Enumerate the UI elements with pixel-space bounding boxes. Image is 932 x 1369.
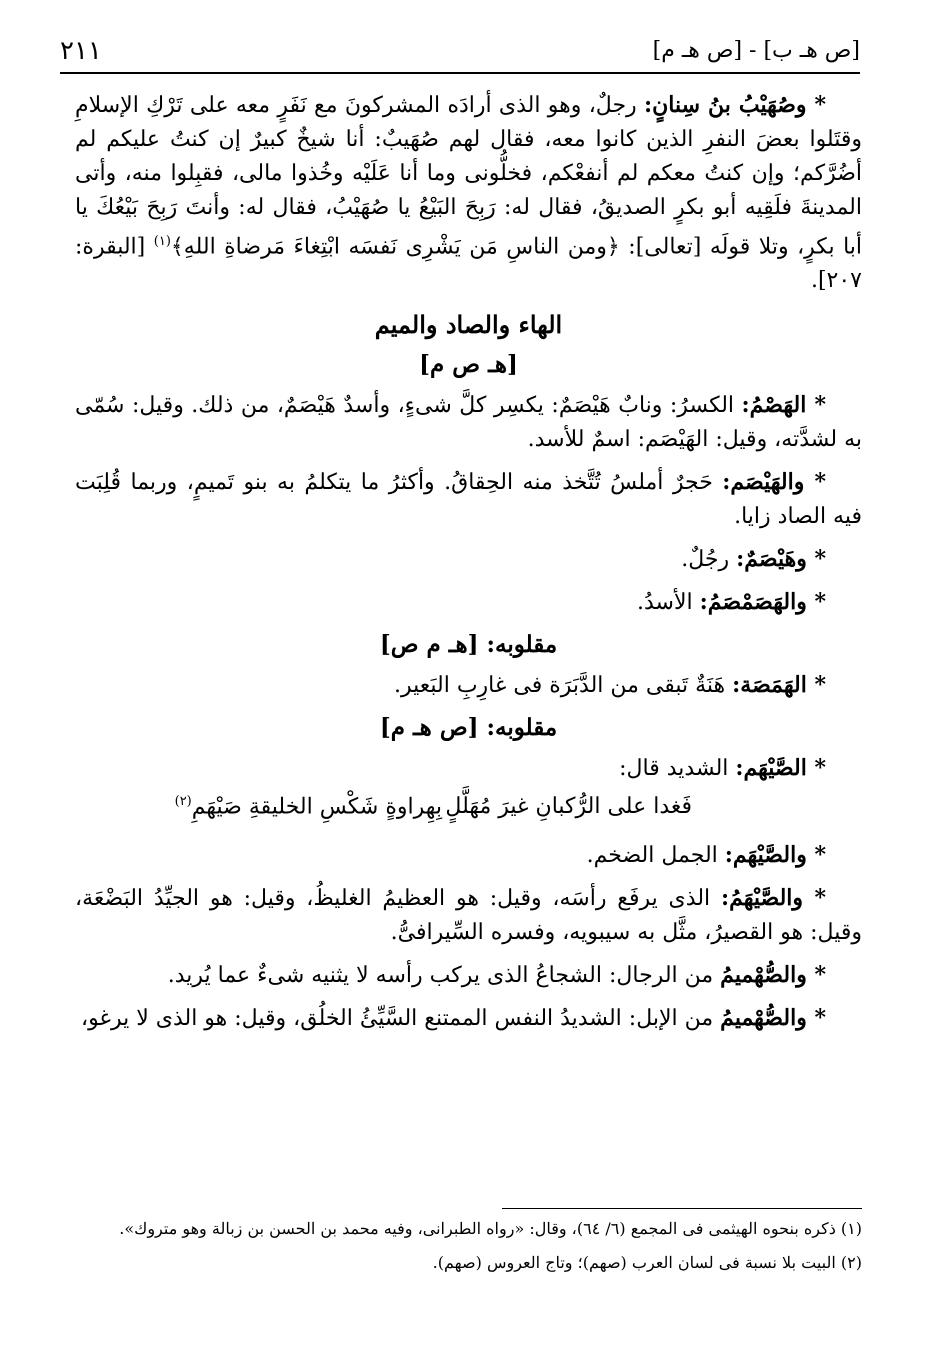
entry-text: رجُلٌ. bbox=[681, 547, 730, 573]
root-heading-hsm: [هـ ص م] bbox=[419, 351, 518, 379]
page-number: ٢١١ bbox=[60, 36, 102, 66]
entry-head: * الهَصْمُ: bbox=[741, 392, 826, 419]
entry-suhmim-men bbox=[75, 958, 862, 993]
entry-saiham-camel bbox=[75, 838, 862, 873]
entry-text: الشديد قال: bbox=[619, 756, 729, 782]
entry-text: من الرجال: الشجاعُ الذى يركب رأسه لا يثنيه شىءٌ عما يُريد. bbox=[167, 963, 714, 989]
poetry-verse bbox=[75, 794, 862, 834]
header-rule bbox=[60, 72, 860, 74]
root-heading-hms: مقلوبه: [هـ م ص] bbox=[379, 631, 558, 659]
verse-first-hemistich: فَغدا على الرُّكبانِ غيرَ مُهَلَّلٍ bbox=[445, 794, 692, 820]
running-title: [ص هـ ب] - [ص هـ م] bbox=[652, 38, 860, 63]
entry-head: * والصُّهْميمُ bbox=[720, 1005, 826, 1032]
entry-saiham-head bbox=[75, 881, 862, 950]
verse-second-hemistich bbox=[175, 794, 442, 819]
entry-haisam-stone bbox=[75, 465, 862, 534]
entry-head: * والهَيْصَم: bbox=[722, 469, 826, 496]
entry-suhmim-camel bbox=[75, 1001, 862, 1036]
footnote-1: (١) ذكره بنحوه الهيثمى فى المجمع (٦/ ٦٤)، وقال: «رواه الطبرانى، وفيه محمد بن الحسن بن زبالة وهو متروك». bbox=[119, 1219, 862, 1238]
entry-haisam-man bbox=[75, 542, 862, 577]
entry-text: الكسرُ: ونابٌ هَيْصَمٌ: يكسِر كلَّ شىءٍ، وأسدٌ هَيْصَمٌ، من ذلك. وقيل: سُمّى به لشدَّته، وقيل: الهَيْصَم: اسمٌ للأسد. bbox=[75, 393, 862, 453]
entry-saiham-strong bbox=[75, 751, 862, 786]
footnote-rule bbox=[502, 1208, 862, 1209]
entry-text: من الإبل: الشديدُ النفس الممتنع السَّيِّئُ الخلُق، وقيل: هو الذى لا يرغو، bbox=[80, 1006, 714, 1032]
entry-suhaib bbox=[75, 88, 862, 298]
entry-hasm bbox=[75, 388, 862, 457]
entry-head: * والصَّيْهَمُ: bbox=[720, 885, 826, 912]
entry-head: * والصَّيْهَم: bbox=[724, 842, 826, 869]
entry-text: الذى يرفَع رأسَه، وقيل: هو العظيمُ الغليظُ، وقيل: هو الجيِّدُ البَضْعَة، وقيل: هو القصيرُ، مثَّل به سيبويه، وفسره السِّيرافىُّ. bbox=[75, 886, 862, 946]
entry-text: الجمل الضخم. bbox=[586, 843, 718, 869]
entry-hamasa bbox=[75, 668, 862, 703]
entry-text: هَنَةٌ تَبقى من الدَّبَرَة فى غارِبِ البَعير. bbox=[394, 673, 726, 699]
entry-head: * الهَمَصَة: bbox=[732, 672, 826, 699]
entry-text: الأسدُ. bbox=[636, 590, 693, 616]
footnotes bbox=[75, 1216, 862, 1284]
entry-head: * وصُهَيْبُ بنُ سِنانٍ: bbox=[644, 92, 827, 118]
entry-head: * والهَصَمْصَمُ: bbox=[699, 589, 826, 616]
entry-head: * وهَيْصَمٌ: bbox=[736, 546, 826, 573]
entry-text: حَجرٌ أملسُ تُتَّخذ منه الحِقاقُ. وأكثرُ ما يتكلمُ به بنو تَميمٍ، وربما قُلِبَت فيه الصاد زايا. bbox=[75, 470, 862, 530]
footnote-ref: (١) bbox=[153, 234, 171, 249]
footnote-ref: (٢) bbox=[174, 794, 192, 810]
entry-head: * والصُّهْميمُ bbox=[720, 962, 826, 989]
entry-hasamsam bbox=[75, 585, 862, 620]
main-text bbox=[75, 88, 862, 1044]
root-heading-shm: مقلوبه: [ص هـ م] bbox=[379, 714, 558, 742]
verse-text: بِهِراوةٍ شَكْسِ الخليقةِ صَيْهَمِ bbox=[191, 794, 442, 820]
citation: [البقرة: ٢٠٧]. bbox=[75, 234, 862, 294]
running-header bbox=[60, 38, 860, 68]
entry-text: رجلٌ، وهو الذى أرادَه المشركونَ مع نَفَرٍ معه على تَرْكِ الإسلامِ وقتَلوا بعضَ النفرِ الذين كانوا معه، فقال لهم صُهَيبٌ: أنا شيخٌ كبيرٌ إن كنتُ عليكم لم أضُرَّكم؛ وإن كنتُ معكم لم أنفعْكم، فخلُّونى وما أنا عَلَيْه وخُذوا مالى، فقبِلوا منه، وأتى المدينةَ فلَقِيه أبو بكرٍ الصديقُ، فقال له: رَبِحَ البَيْعُ يا صُهَيْبُ، فقال له: وأنتَ رَبِحَ بَيْعُكَ يا أبا بكرٍ، وتلا قولَه [تعالى]: ﴿ومن الناسِ مَن يَشْرِى نَفسَه ابْتِغاءَ مَرضاةِ اللهِ﴾ bbox=[75, 93, 863, 260]
footnote-2: (٢) البيت بلا نسبة فى لسان العرب (صهم)؛ وتاج العروس (صهم). bbox=[432, 1253, 862, 1272]
entry-head: * الصَّيْهَم: bbox=[735, 755, 826, 782]
section-heading: الهاء والصاد والميم bbox=[374, 310, 563, 340]
